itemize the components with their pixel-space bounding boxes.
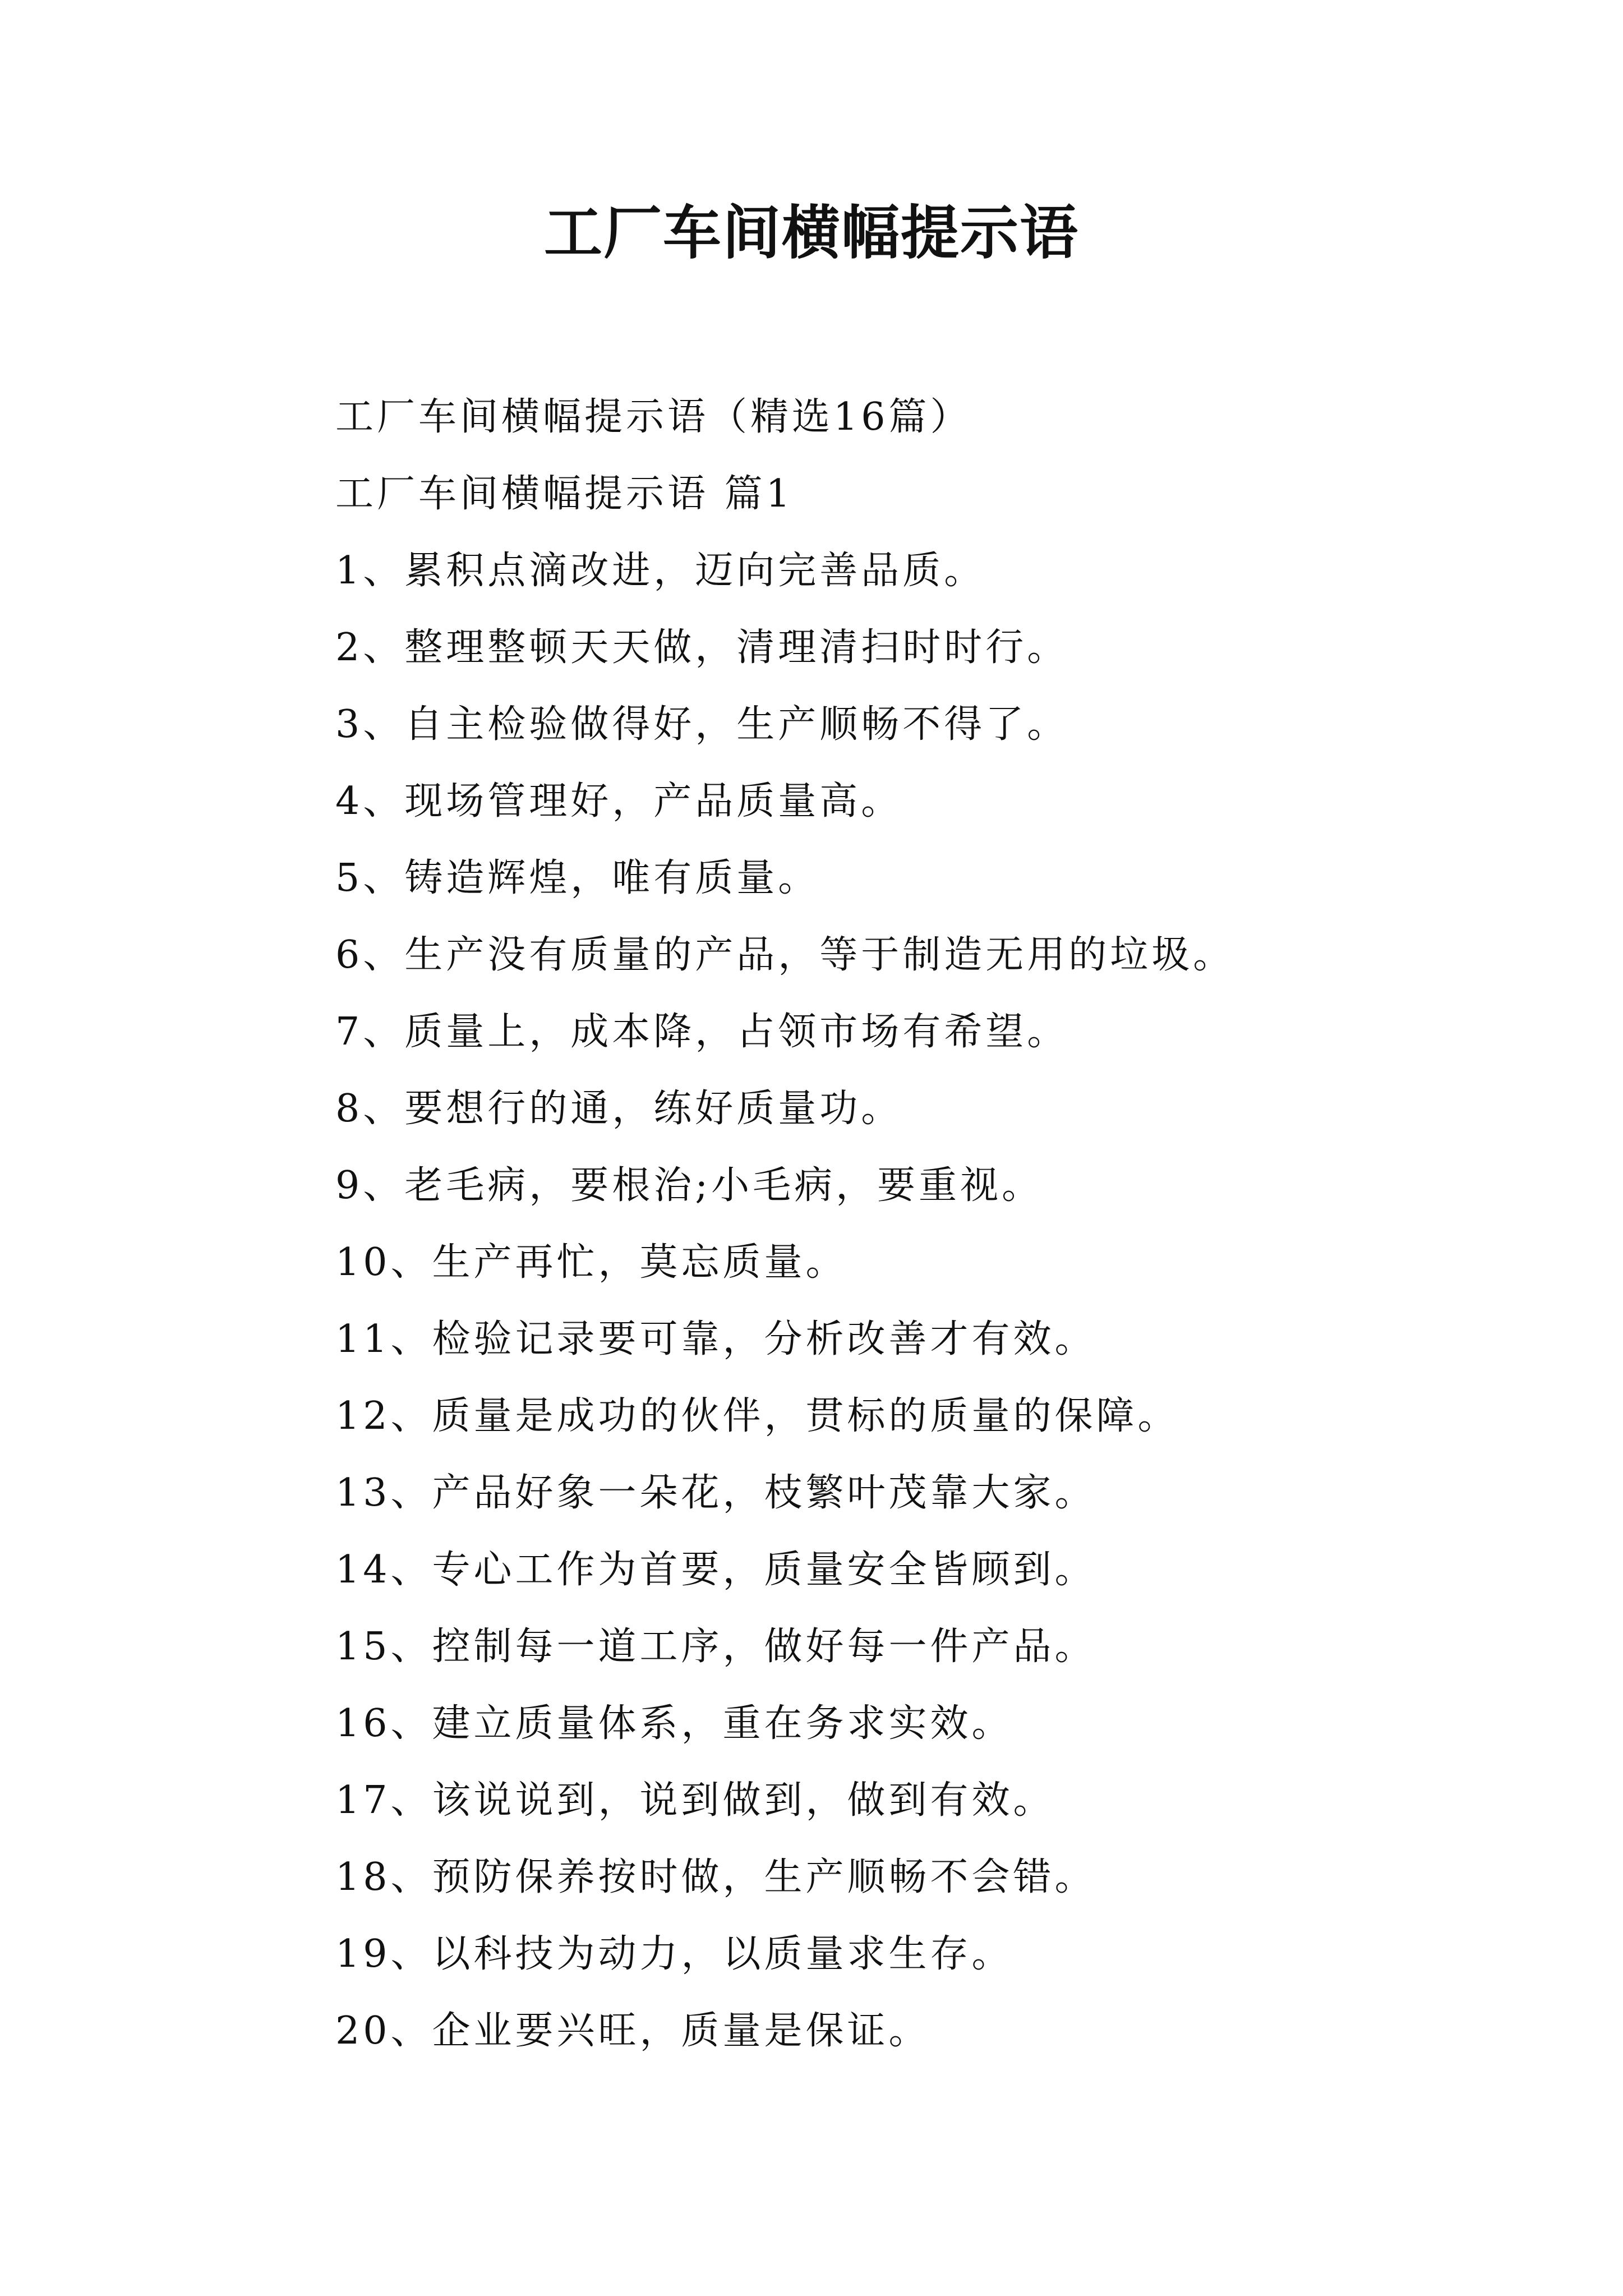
list-item: 15、控制每一道工序，做好每一件产品。 xyxy=(335,1625,1096,1669)
list-item: 19、以科技为动力，以质量求生存。 xyxy=(335,1932,1013,1976)
list-item: 10、生产再忙，莫忘质量。 xyxy=(335,1240,847,1285)
list-item: 13、产品好象一朵花，枝繁叶茂靠大家。 xyxy=(335,1471,1096,1515)
list-item: 16、建立质量体系，重在务求实效。 xyxy=(335,1701,1013,1746)
list-item: 8、要想行的通，练好质量功。 xyxy=(335,1087,903,1131)
list-item: 17、该说说到，说到做到，做到有效。 xyxy=(335,1778,1055,1823)
document-subtitle: 工厂车间横幅提示语（精选16篇） xyxy=(335,395,972,439)
list-item: 11、检验记录要可靠，分析改善才有效。 xyxy=(335,1317,1096,1361)
list-item: 2、整理整顿天天做，清理清扫时时行。 xyxy=(335,625,1069,670)
list-item: 1、累积点滴改进，迈向完善品质。 xyxy=(335,549,986,593)
section-heading: 工厂车间横幅提示语 篇1 xyxy=(335,472,794,516)
list-item: 9、老毛病，要根治;小毛病，要重视。 xyxy=(335,1163,1044,1208)
list-item: 14、专心工作为首要，质量安全皆顾到。 xyxy=(335,1548,1096,1592)
list-item: 12、质量是成功的伙伴，贯标的质量的保障。 xyxy=(335,1394,1179,1438)
list-item: 3、自主检验做得好，生产顺畅不得了。 xyxy=(335,702,1069,747)
list-item: 6、生产没有质量的产品，等于制造无用的垃圾。 xyxy=(335,933,1235,977)
list-item: 5、铸造辉煌，唯有质量。 xyxy=(335,856,820,900)
list-item: 20、企业要兴旺，质量是保证。 xyxy=(335,2009,930,2053)
document-body xyxy=(335,379,1513,2069)
list-item: 4、现场管理好，产品质量高。 xyxy=(335,779,903,823)
list-item: 18、预防保养按时做，生产顺畅不会错。 xyxy=(335,1855,1096,1899)
document-title: 工厂车间横幅提示语 xyxy=(543,199,1079,267)
list-item: 7、质量上，成本降，占领市场有希望。 xyxy=(335,1010,1069,1054)
